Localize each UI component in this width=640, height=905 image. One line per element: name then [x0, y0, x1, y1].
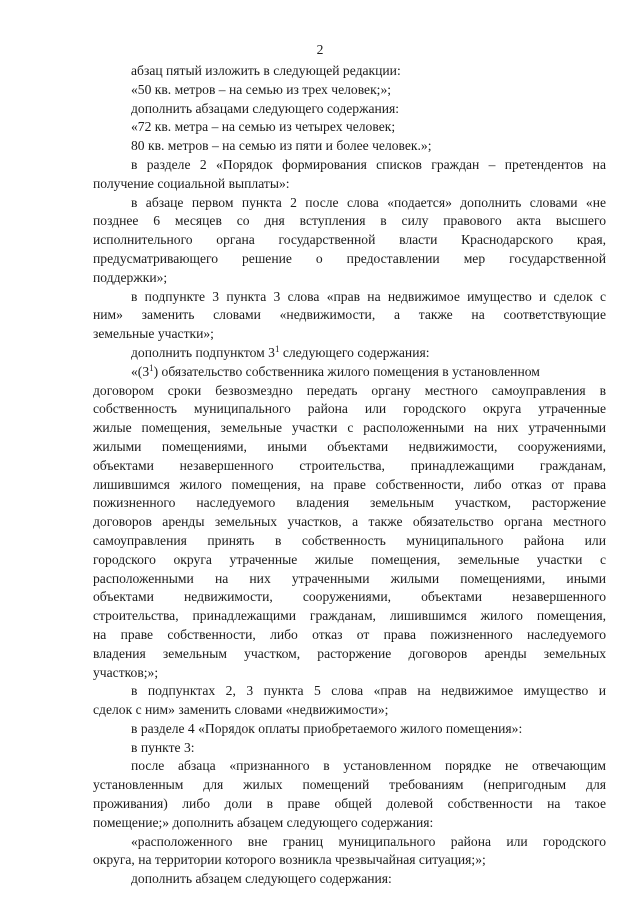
- paragraph-line: участков;»;: [93, 664, 159, 680]
- paragraph-line: позднее 6 месяцев со дня вступления в силу правового акта высшего: [93, 213, 606, 229]
- page-number: 2: [316, 42, 324, 57]
- paragraph-line: пожизненного наследуемого владения земельным участком, расторжение: [93, 495, 606, 511]
- paragraph-line: поддержки»;: [93, 269, 168, 285]
- line-text: дополнить подпунктом 3: [131, 344, 275, 360]
- paragraph-line: договоров аренды земельных участков, а также обязательство органа местного: [93, 514, 606, 530]
- paragraph-line: городского округа утраченные жилые помещения, земельные участки с: [93, 551, 606, 567]
- paragraph-line: «расположенного вне границ муниципального района или городского: [131, 833, 606, 849]
- paragraph-line: в абзаце первом пункта 2 после слова «подается» дополнить словами «не: [131, 194, 606, 210]
- paragraph-line: сделок с ним» заменить словами «недвижимости»;: [93, 702, 389, 718]
- paragraph-line: помещение;» дополнить абзацем следующего содержания:: [93, 814, 434, 830]
- paragraph-line: в разделе 4 «Порядок оплаты приобретаемого жилого помещения»:: [131, 720, 523, 736]
- line-text: следующего содержания:: [279, 344, 430, 360]
- paragraph-line: исполнительного органа государственной власти Краснодарского края,: [93, 232, 606, 248]
- document-body: [93, 62, 606, 889]
- paragraph-line: [93, 363, 606, 382]
- superscript: 1: [274, 343, 280, 354]
- paragraph-line: «72 кв. метра – на семью из четырех человек;: [131, 119, 396, 135]
- paragraph-line: в пункте 3:: [131, 739, 195, 755]
- paragraph-line: земельные участки»;: [93, 326, 214, 342]
- paragraph-line: [93, 344, 606, 363]
- paragraph-line: в разделе 2 «Порядок формирования списков граждан – претендентов на: [131, 156, 606, 172]
- paragraph-line: договором сроки безвозмездно передать органу местного самоуправления в: [93, 382, 606, 398]
- paragraph-line: собственность муниципального района или городского округа утраченные: [93, 401, 606, 417]
- paragraph-line: владения земельным участком, расторжение договоров аренды земельных: [93, 645, 606, 661]
- paragraph-line: абзац пятый изложить в следующей редакции:: [131, 63, 401, 78]
- paragraph-line: расположенными на них утраченными жилыми помещениями, иными: [93, 570, 606, 586]
- line-text: ) обязательство собственника жилого помещения в установленном: [153, 363, 540, 379]
- superscript: 1: [149, 362, 154, 373]
- paragraph-line: самоуправления принять в собственность муниципального района или: [93, 532, 606, 548]
- line-text: «(3: [131, 363, 150, 379]
- paragraph-line: объектами незавершенного строительства, принадлежащими гражданам,: [93, 457, 606, 473]
- paragraph-line: «50 кв. метров – на семью из трех человек;»;: [131, 81, 392, 97]
- paragraph-line: ним» заменить словами «недвижимости, а также на соответствующие: [93, 307, 606, 323]
- paragraph-line: дополнить абзацем следующего содержания:: [131, 871, 392, 887]
- paragraph-line: предусматривающего решение о предоставлении мер государственной: [93, 250, 606, 266]
- paragraph-line: строительства, принадлежащими гражданам, лишившимся жилого помещения,: [93, 608, 606, 624]
- paragraph-line: дополнить абзацами следующего содержания:: [131, 100, 400, 116]
- paragraph-line: 80 кв. метров – на семью из пяти и более человек.»;: [131, 138, 432, 154]
- paragraph-line: жилые помещения, земельные участки с расположенными на них утраченными: [93, 420, 606, 436]
- paragraph-line: объектами недвижимости, сооружениями, объектами незавершенного: [93, 589, 606, 605]
- paragraph-line: в подпунктах 2, 3 пункта 5 слова «прав на недвижимое имущество и: [131, 683, 606, 699]
- paragraph-line: проживания) либо доли в праве общей долевой собственности на такое: [93, 796, 606, 812]
- paragraph-line: на праве собственности, либо отказ от права пожизненного наследуемого: [93, 626, 606, 642]
- paragraph-line: в подпункте 3 пункта 3 слова «прав на недвижимое имущество и сделок с: [131, 288, 606, 304]
- paragraph-line: лишившимся жилого помещения, на праве собственности, либо отказ от права: [93, 476, 606, 492]
- paragraph-line: установленным для жилых помещений требованиям (непригодным для: [93, 777, 606, 793]
- paragraph-line: после абзаца «признанного в установленном порядке не отвечающим: [131, 758, 606, 774]
- paragraph-line: округа, на территории которого возникла чрезвычайная ситуация;»;: [93, 852, 486, 868]
- paragraph-line: получение социальной выплаты»:: [93, 175, 290, 191]
- paragraph-line: жилыми помещениями, иными объектами недвижимости, сооружениями,: [93, 438, 606, 454]
